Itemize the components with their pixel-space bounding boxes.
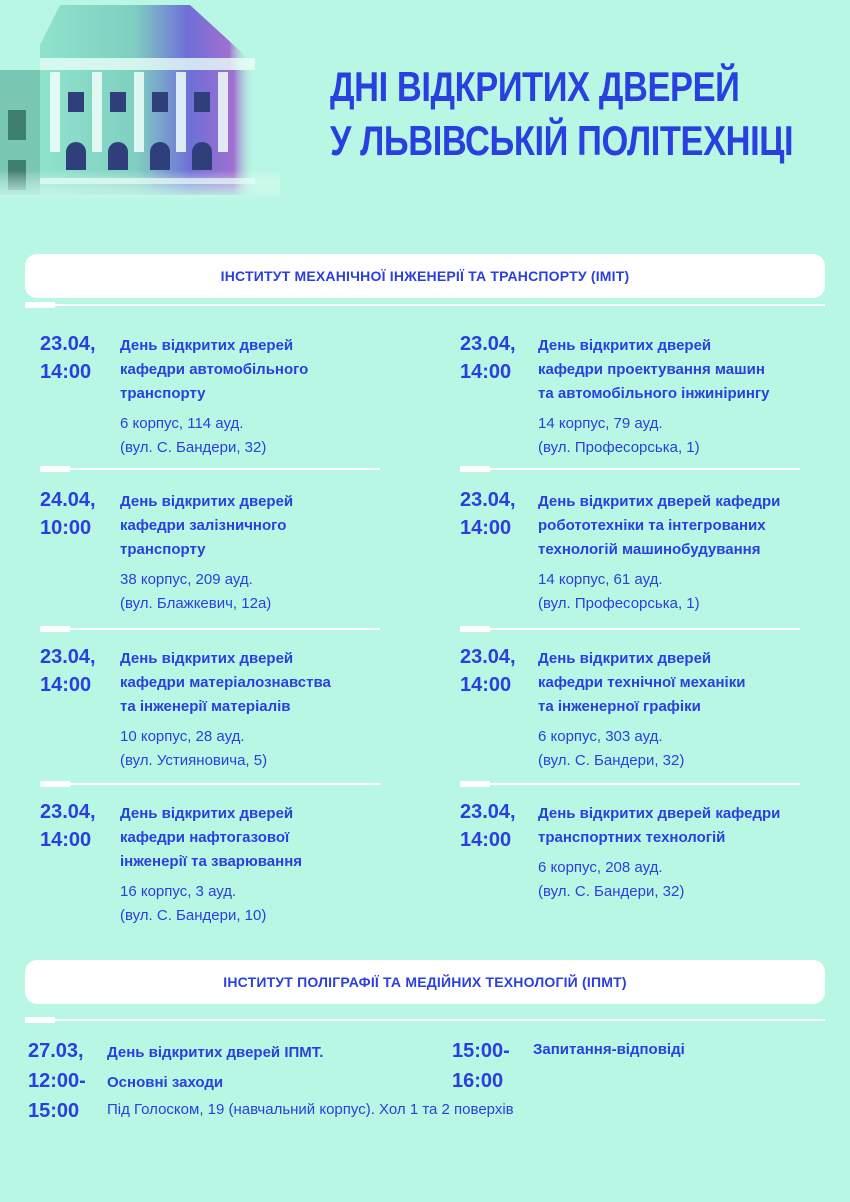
event-location	[120, 880, 440, 928]
event-title-line: транспортних технологій	[538, 829, 726, 846]
event-building: 38 корпус, 209 ауд.	[120, 571, 253, 588]
event-title-line: День відкритих дверей	[538, 650, 712, 667]
event-details	[120, 647, 440, 773]
ipmt-event-time-start: 12:00-	[28, 1070, 86, 1092]
event-title-line: кафедри проектування машин	[538, 361, 765, 378]
event-details	[538, 802, 850, 904]
ipmt-qa-time-start: 15:00-	[452, 1040, 510, 1062]
event-date: 23.04,	[40, 646, 96, 668]
event-title-line: кафедри матеріалознавства	[120, 674, 331, 691]
event-date: 24.04,	[40, 489, 96, 511]
section-divider	[25, 304, 825, 306]
event-location	[538, 725, 850, 773]
page-title-line-1: ДНІ ВІДКРИТИХ ДВЕРЕЙ	[330, 63, 740, 110]
event-building: 10 корпус, 28 ауд.	[120, 728, 245, 745]
event-time: 14:00	[460, 829, 512, 851]
event-title-line: День відкритих дверей	[120, 805, 294, 822]
event-title-line: кафедри нафтогазової	[120, 829, 290, 846]
ipmt-event-datetime	[28, 1036, 86, 1126]
event-datetime	[40, 643, 120, 699]
event-time: 14:00	[40, 674, 92, 696]
event-title-line: День відкритих дверей	[120, 337, 294, 354]
event-location	[538, 856, 850, 904]
event-building: 14 корпус, 61 ауд.	[538, 571, 663, 588]
row-divider	[460, 468, 800, 470]
row-divider	[40, 628, 380, 630]
event-details	[538, 490, 850, 616]
ipmt-event-title-line: Основні заходи	[107, 1074, 224, 1091]
ipmt-event-title	[107, 1038, 323, 1098]
event-address: (вул. С. Бандери, 10)	[120, 907, 267, 924]
event-title-line: та автомобільного інжинірингу	[538, 385, 770, 402]
event-details	[120, 334, 440, 460]
event-date: 23.04,	[40, 801, 96, 823]
event-date: 23.04,	[460, 801, 516, 823]
ipmt-event-time-end: 15:00	[28, 1100, 80, 1122]
ipmt-event-title-line: День відкритих дверей ІПМТ.	[107, 1044, 324, 1061]
event-datetime	[460, 486, 540, 542]
event-location	[538, 412, 850, 460]
event-datetime	[40, 486, 120, 542]
event-time: 14:00	[460, 361, 512, 383]
event-details	[538, 647, 850, 773]
event-title-line: День відкритих дверей	[538, 337, 712, 354]
event-date: 23.04,	[460, 489, 516, 511]
event-title-line: кафедри технічної механіки	[538, 674, 746, 691]
event-address: (вул. Професорська, 1)	[538, 439, 700, 456]
event-address: (вул. Блажкевич, 12а)	[120, 595, 272, 612]
event-title-line: День відкритих дверей	[120, 650, 294, 667]
event-datetime	[40, 798, 120, 854]
event-building: 6 корпус, 208 ауд.	[538, 859, 663, 876]
event-time: 14:00	[40, 829, 92, 851]
event-time: 14:00	[460, 674, 512, 696]
event-location	[120, 568, 440, 616]
ipmt-qa-time	[452, 1036, 510, 1096]
event-title-line: кафедри залізничного	[120, 517, 287, 534]
ipmt-qa-time-end: 16:00	[452, 1070, 504, 1092]
event-location	[120, 725, 440, 773]
university-building-image	[0, 0, 280, 200]
event-datetime	[40, 330, 120, 386]
event-address: (вул. С. Бандери, 32)	[538, 883, 685, 900]
event-location	[538, 568, 850, 616]
row-divider	[460, 783, 800, 785]
event-location	[120, 412, 440, 460]
event-title-line: транспорту	[120, 385, 206, 402]
event-details	[120, 490, 440, 616]
event-title-line: технологій машинобудування	[538, 541, 761, 558]
event-title-line: День відкритих дверей кафедри	[538, 493, 781, 510]
event-title-line: транспорту	[120, 541, 206, 558]
event-title-line: та інженерної графіки	[538, 698, 701, 715]
event-address: (вул. Устияновича, 5)	[120, 752, 268, 769]
event-time: 14:00	[40, 361, 92, 383]
page-title	[330, 60, 793, 168]
event-building: 16 корпус, 3 ауд.	[120, 883, 237, 900]
ipmt-event-location: Під Голоском, 19 (навчальний корпус). Хол 1 та 2 поверхів	[107, 1101, 514, 1118]
row-divider	[460, 628, 800, 630]
imit-section-header: ІНСТИТУТ МЕХАНІЧНОЇ ІНЖЕНЕРІЇ ТА ТРАНСПОРТУ (ІМІТ)	[25, 254, 825, 298]
event-date: 23.04,	[460, 333, 516, 355]
event-address: (вул. Професорська, 1)	[538, 595, 700, 612]
event-details	[120, 802, 440, 928]
event-date: 23.04,	[460, 646, 516, 668]
ipmt-event-date: 27.03,	[28, 1040, 84, 1062]
event-datetime	[460, 643, 540, 699]
ipmt-section-header: ІНСТИТУТ ПОЛІГРАФІЇ ТА МЕДІЙНИХ ТЕХНОЛОГІЙ (ІПМТ)	[25, 960, 825, 1004]
event-title-line: День відкритих дверей кафедри	[538, 805, 781, 822]
row-divider	[40, 783, 380, 785]
event-title-line: та інженерії матеріалів	[120, 698, 291, 715]
row-divider	[40, 468, 380, 470]
event-address: (вул. С. Бандери, 32)	[120, 439, 267, 456]
event-address: (вул. С. Бандери, 32)	[538, 752, 685, 769]
event-date: 23.04,	[40, 333, 96, 355]
event-building: 6 корпус, 303 ауд.	[538, 728, 663, 745]
event-time: 10:00	[40, 517, 92, 539]
event-building: 14 корпус, 79 ауд.	[538, 415, 663, 432]
event-title-line: інженерії та зварювання	[120, 853, 303, 870]
page-title-line-2: У ЛЬВІВСЬКІЙ ПОЛІТЕХНІЦІ	[330, 117, 794, 164]
event-time: 14:00	[460, 517, 512, 539]
event-building: 6 корпус, 114 ауд.	[120, 415, 244, 432]
section-divider	[25, 1019, 825, 1021]
event-title-line: робототехніки та інтегрованих	[538, 517, 766, 534]
event-title-line: кафедри автомобільного	[120, 361, 309, 378]
event-title-line: День відкритих дверей	[120, 493, 294, 510]
event-datetime	[460, 798, 540, 854]
ipmt-qa-title: Запитання-відповіді	[533, 1041, 685, 1058]
event-details	[538, 334, 850, 460]
event-datetime	[460, 330, 540, 386]
